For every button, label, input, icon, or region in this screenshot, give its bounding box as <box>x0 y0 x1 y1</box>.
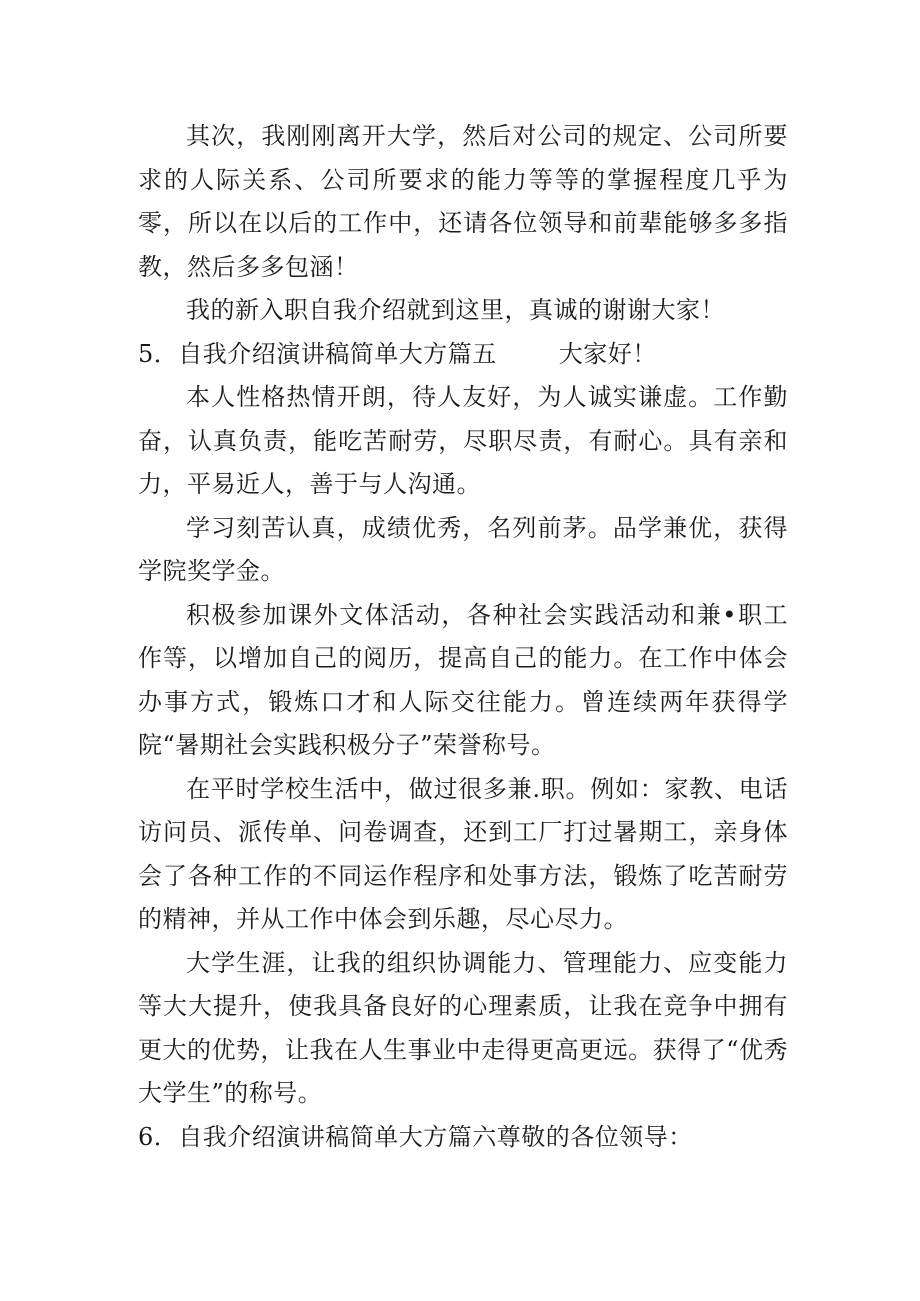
paragraph: 学习刻苦认真，成绩优秀，名列前茅。品学兼优，获得学院奖学金。 <box>138 513 788 585</box>
paragraph: 在平时学校生活中，做过很多兼.职。例如：家教、电话访问员、派传单、问卷调查，还到工厂打过暑期工，亲身体会了各种工作的不同运作程序和处事方法，锻炼了吃苦耐劳的精神，并从工作中体会到乐趣，尽心尽力。 <box>138 774 788 933</box>
section-greeting: 大家好！ <box>558 339 657 368</box>
paragraph: 积极参加课外文体活动，各种社会实践活动和兼•职工作等，以增加自己的阅历，提高自己的能力。在工作中体会办事方式，锻炼口才和人际交往能力。曾连续两年获得学院“暑期社会实践积极分子”荣誉称号。 <box>138 600 788 759</box>
section-heading-5 <box>138 333 788 377</box>
section-heading-title: 5．自我介绍演讲稿简单大方篇五 <box>138 339 497 368</box>
paragraph: 大学生涯，让我的组织协调能力、管理能力、应变能力等大大提升，使我具备良好的心理素质，让我在竞争中拥有更大的优势，让我在人生事业中走得更高更远。获得了“优秀大学生”的称号。 <box>138 948 788 1107</box>
paragraph: 我的新入职自我介绍就到这里，真诚的谢谢大家！ <box>186 296 725 324</box>
section-heading-6: 6．自我介绍演讲稿简单大方篇六尊敬的各位领导： <box>138 1122 693 1151</box>
document-body <box>138 115 788 1159</box>
paragraph: 其次，我刚刚离开大学，然后对公司的规定、公司所要求的人际关系、公司所要求的能力等等的掌握程度几乎为零，所以在以后的工作中，还请各位领导和前辈能够多多指教，然后多多包涵！ <box>138 122 788 281</box>
paragraph: 本人性格热情开朗，待人友好，为人诚实谦虚。工作勤奋，认真负责，能吃苦耐劳，尽职尽责，有耐心。具有亲和力，平易近人，善于与人沟通。 <box>138 383 788 498</box>
